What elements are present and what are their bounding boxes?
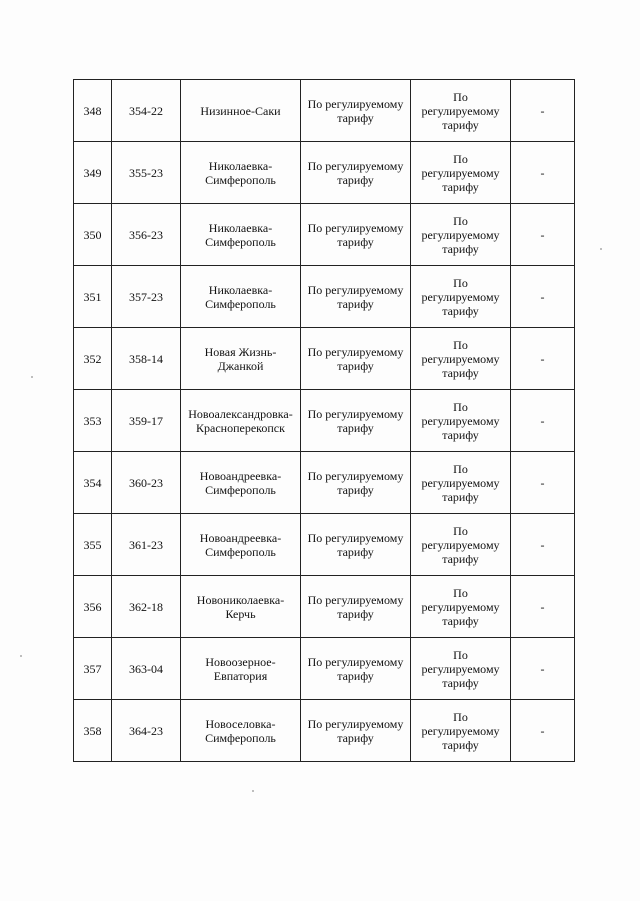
tariff-extra-cell: По регулируемому тарифу <box>411 266 511 328</box>
row-number-cell: 355 <box>74 514 112 576</box>
table-row <box>74 204 575 266</box>
table-row <box>74 638 575 700</box>
scan-speck <box>252 790 254 792</box>
route-code-cell: 355-23 <box>112 142 181 204</box>
route-name-cell: Новоандреевка- Симферополь <box>181 452 301 514</box>
route-code-cell: 359-17 <box>112 390 181 452</box>
note-cell: - <box>511 514 575 576</box>
tariff-cell: По регулируемому тарифу <box>301 638 411 700</box>
route-code-cell: 362-18 <box>112 576 181 638</box>
note-cell: - <box>511 80 575 142</box>
route-name-cell: Новоозерное- Евпатория <box>181 638 301 700</box>
route-code-cell: 360-23 <box>112 452 181 514</box>
route-name-cell: Низинное-Саки <box>181 80 301 142</box>
row-number-cell: 348 <box>74 80 112 142</box>
table-row <box>74 514 575 576</box>
tariff-extra-cell: По регулируемому тарифу <box>411 204 511 266</box>
row-number-cell: 356 <box>74 576 112 638</box>
tariff-cell: По регулируемому тарифу <box>301 80 411 142</box>
row-number-cell: 351 <box>74 266 112 328</box>
note-cell: - <box>511 266 575 328</box>
tariff-extra-cell: По регулируемому тарифу <box>411 576 511 638</box>
route-code-cell: 363-04 <box>112 638 181 700</box>
note-cell: - <box>511 328 575 390</box>
route-code-cell: 364-23 <box>112 700 181 762</box>
tariff-extra-cell: По регулируемому тарифу <box>411 638 511 700</box>
tariff-extra-cell: По регулируемому тарифу <box>411 390 511 452</box>
route-name-cell: Новая Жизнь- Джанкой <box>181 328 301 390</box>
row-number-cell: 358 <box>74 700 112 762</box>
route-code-cell: 354-22 <box>112 80 181 142</box>
tariff-cell: По регулируемому тарифу <box>301 700 411 762</box>
table-row <box>74 266 575 328</box>
route-code-cell: 356-23 <box>112 204 181 266</box>
tariff-extra-cell: По регулируемому тарифу <box>411 514 511 576</box>
tariff-extra-cell: По регулируемому тарифу <box>411 700 511 762</box>
note-cell: - <box>511 452 575 514</box>
row-number-cell: 350 <box>74 204 112 266</box>
note-cell: - <box>511 638 575 700</box>
table-row <box>74 80 575 142</box>
row-number-cell: 353 <box>74 390 112 452</box>
scan-speck <box>31 376 33 378</box>
tariff-cell: По регулируемому тарифу <box>301 328 411 390</box>
row-number-cell: 354 <box>74 452 112 514</box>
route-name-cell: Новоандреевка- Симферополь <box>181 514 301 576</box>
note-cell: - <box>511 204 575 266</box>
tariff-cell: По регулируемому тарифу <box>301 142 411 204</box>
tariff-extra-cell: По регулируемому тарифу <box>411 328 511 390</box>
table-row <box>74 328 575 390</box>
routes-table <box>73 79 575 762</box>
route-name-cell: Николаевка- Симферополь <box>181 266 301 328</box>
route-name-cell: Новоалександровка- Красноперекопск <box>181 390 301 452</box>
route-code-cell: 358-14 <box>112 328 181 390</box>
row-number-cell: 357 <box>74 638 112 700</box>
tariff-cell: По регулируемому тарифу <box>301 514 411 576</box>
table-row <box>74 576 575 638</box>
tariff-cell: По регулируемому тарифу <box>301 576 411 638</box>
route-code-cell: 361-23 <box>112 514 181 576</box>
tariff-extra-cell: По регулируемому тарифу <box>411 142 511 204</box>
table-row <box>74 142 575 204</box>
tariff-cell: По регулируемому тарифу <box>301 390 411 452</box>
route-name-cell: Новоселовка- Симферополь <box>181 700 301 762</box>
route-name-cell: Новониколаевка- Керчь <box>181 576 301 638</box>
note-cell: - <box>511 142 575 204</box>
table-row <box>74 700 575 762</box>
table-row <box>74 452 575 514</box>
scan-speck <box>600 248 602 250</box>
routes-table-body <box>74 80 575 762</box>
tariff-cell: По регулируемому тарифу <box>301 452 411 514</box>
note-cell: - <box>511 576 575 638</box>
tariff-cell: По регулируемому тарифу <box>301 266 411 328</box>
row-number-cell: 349 <box>74 142 112 204</box>
tariff-extra-cell: По регулируемому тарифу <box>411 80 511 142</box>
table-row <box>74 390 575 452</box>
tariff-cell: По регулируемому тарифу <box>301 204 411 266</box>
note-cell: - <box>511 390 575 452</box>
route-code-cell: 357-23 <box>112 266 181 328</box>
scan-speck <box>20 655 22 657</box>
tariff-extra-cell: По регулируемому тарифу <box>411 452 511 514</box>
route-name-cell: Николаевка- Симферополь <box>181 142 301 204</box>
route-name-cell: Николаевка- Симферополь <box>181 204 301 266</box>
row-number-cell: 352 <box>74 328 112 390</box>
note-cell: - <box>511 700 575 762</box>
